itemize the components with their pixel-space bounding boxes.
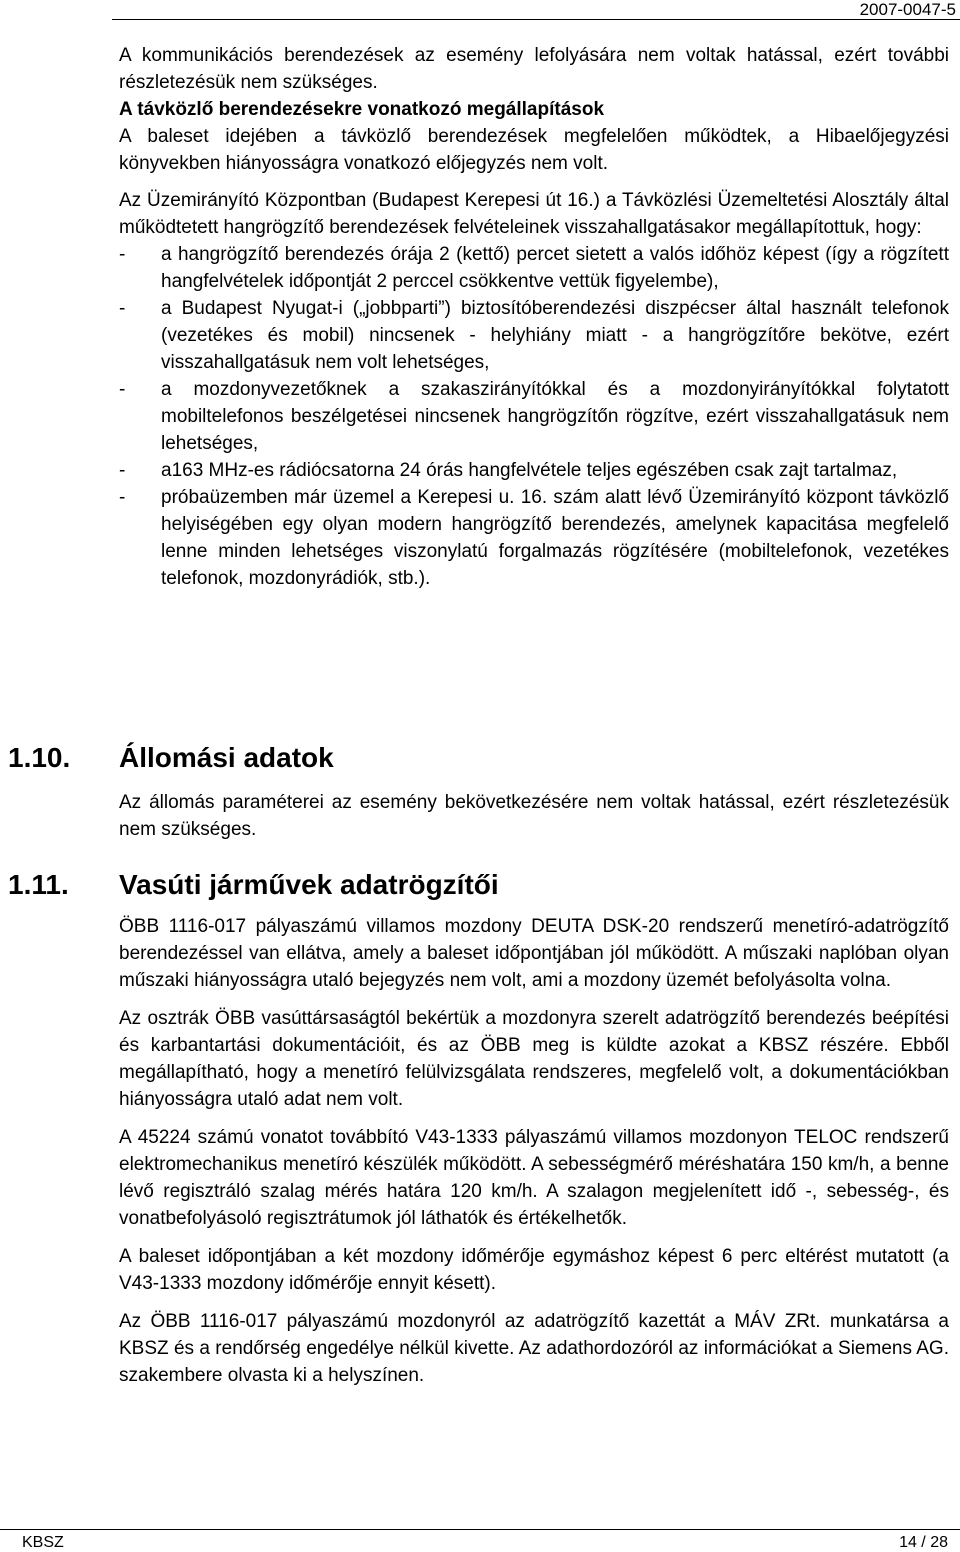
paragraph: Az Üzemirányító Központban (Budapest Kerepesi út 16.) a Távközlési Üzemeltetési Alosztály által működtetett hangrögzítő berendezések felvételeinek visszahallgatásakor megállapítottuk, hogy:: [119, 190, 949, 238]
paragraph: Az osztrák ÖBB vasúttársaságtól bekértük a mozdonyra szerelt adatrögzítő berendezés beépítési és karbantartási dokumentációit, és az ÖBB meg is küldte azokat a KBSZ részére. Ebből megállapítható, hogy a menetíró felülvizsgálata rendszeres, megfelelő volt, a dokumentációkban hiányosságra utaló adat nem volt.: [119, 1008, 949, 1110]
list-item: - a Budapest Nyugat-i („jobbparti”) biztosítóberendezési diszpécser által használt telefonok (vezetékes és mobil) nincsenek - helyhiány miatt - a hangrögzítőre bekötve, ezért visszahallgatásuk nem volt lehetséges,: [119, 295, 949, 376]
paragraph: Az állomás paraméterei az esemény bekövetkezésére nem voltak hatással, ezért részletezésük nem szükséges.: [119, 792, 949, 840]
header-rule: [112, 19, 960, 20]
section-body-1-10: [119, 789, 949, 854]
top-content: [119, 42, 949, 592]
paragraph: Az ÖBB 1116-017 pályaszámú mozdonyról az adatrögzítő kazettát a MÁV ZRt. munkatársa a KBSZ és a rendőrség engedélye nélkül kivette. Az adathordozóról az információkat a Siemens AG. szakembere olvasta ki a helyszínen.: [119, 1311, 949, 1386]
section-body-1-11: [119, 913, 949, 1400]
footer-org: KBSZ: [22, 1534, 64, 1551]
subheading: A távközlő berendezésekre vonatkozó megállapítások: [119, 99, 605, 120]
list-item: - a163 MHz-es rádiócsatorna 24 órás hangfelvétele teljes egészében csak zajt tartalmaz,: [119, 457, 949, 484]
document-id: 2007-0047-5: [859, 0, 956, 19]
list-item: - a mozdonyvezetőknek a szakaszirányítókkal és a mozdonyirányítókkal folytatott mobiltelefonos beszélgetései nincsenek hangrögzítőn rögzítve, ezért visszahallgatásuk nem lehetséges,: [119, 376, 949, 457]
section-number: 1.11.: [8, 869, 69, 900]
list-item: - próbaüzemben már üzemel a Kerepesi u. 16. szám alatt lévő Üzemirányító központ távközlő helyiségében egy olyan modern hangrögzítő berendezés, amelynek kapacitása megfelelő lenne minden lehetséges viszonylatú forgalmazás rögzítésére (mobiltelefonok, vezetékes telefonok, mozdonyrádiók, stb.).: [119, 484, 949, 592]
section-title: Állomási adatok: [119, 742, 334, 773]
list-item: - a hangrögzítő berendezés órája 2 (kettő) percet sietett a valós időhöz képest (így a rögzített hangfelvételek időpontját 2 perccel csökkentve vettük figyelembe),: [119, 241, 949, 295]
paragraph: ÖBB 1116-017 pályaszámú villamos mozdony DEUTA DSK-20 rendszerű menetíró-adatrögzítő berendezéssel van ellátva, amely a baleset időpontjában jól működött. A műszaki naplóban olyan műszaki hiányosságra utaló bejegyzés nem volt, ami a mozdony üzemét befolyásolta volna.: [119, 916, 949, 991]
findings-list: [119, 241, 949, 592]
paragraph: A kommunikációs berendezések az esemény lefolyására nem voltak hatással, ezért további részletezésük nem szükséges.: [119, 45, 949, 93]
paragraph: A 45224 számú vonatot továbbító V43-1333 pályaszámú villamos mozdonyon TELOC rendszerű elektromechanikus menetíró készülék működött. A sebességmérő méréshatára 150 km/h, a benne lévő regisztráló szalag mérés határa 120 km/h. A szalagon megjelenített idő -, sebesség-, és vonatbefolyásoló regisztrátumok jól láthatók és értékelhetők.: [119, 1127, 949, 1229]
paragraph: A baleset időpontjában a két mozdony időmérője egymáshoz képest 6 perc eltérést mutatott (a V43-1333 mozdony időmérője ennyit késett).: [119, 1246, 949, 1294]
page-number: 14 / 28: [899, 1534, 948, 1551]
paragraph: A baleset idejében a távközlő berendezések megfelelően működtek, a Hibaelőjegyzési könyvekben hiányosságra vonatkozó előjegyzés nem volt.: [119, 126, 949, 174]
footer-rule: [0, 1529, 960, 1530]
section-number: 1.10.: [8, 742, 71, 773]
section-title: Vasúti járművek adatrögzítői: [119, 869, 499, 900]
